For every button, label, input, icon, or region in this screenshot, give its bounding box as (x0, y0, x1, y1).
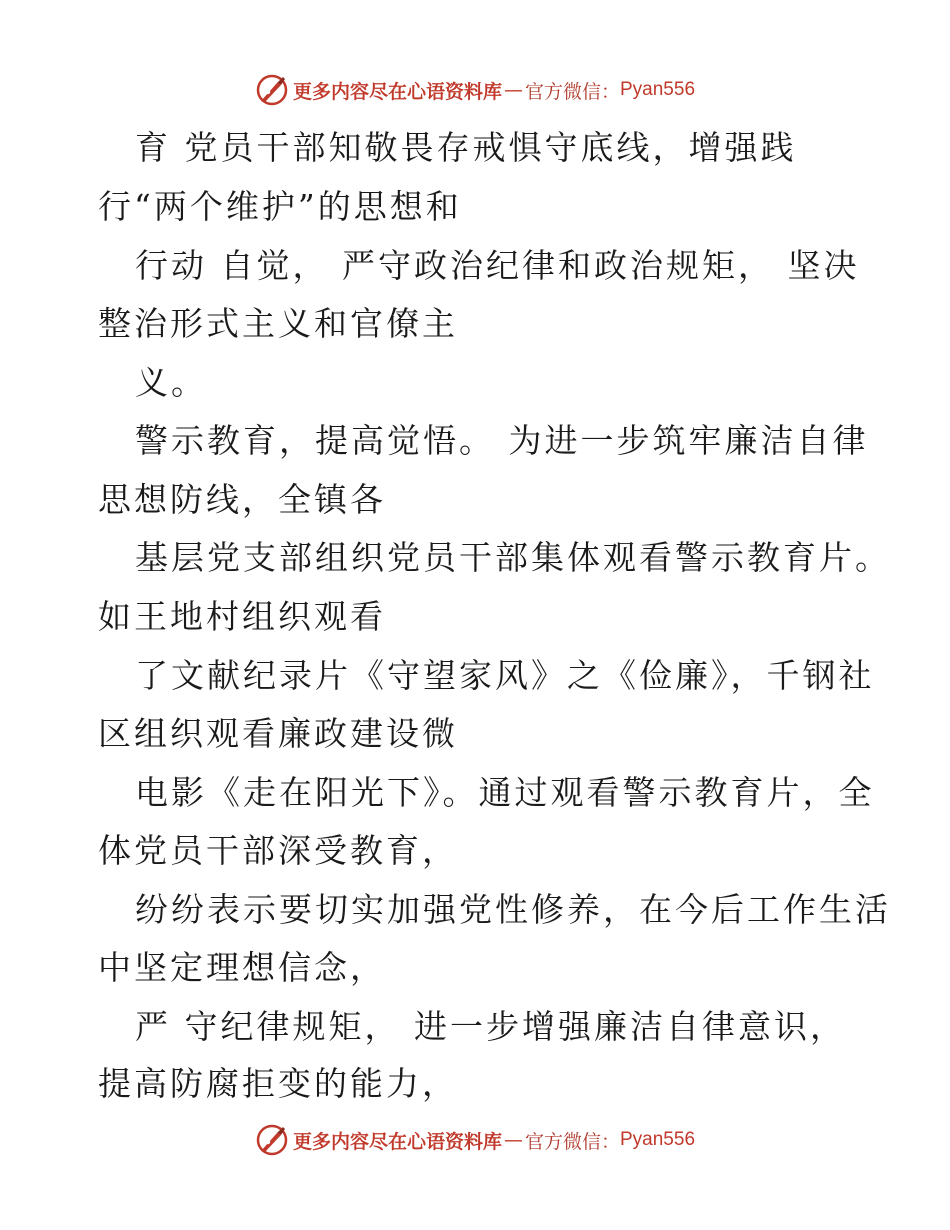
paragraph-line: 育 党员干部知敬畏存戒惧守底线，增强践 (135, 128, 797, 167)
paragraph-line: 电影《走在阳光下》。通过观看警示教育片，全 (135, 773, 875, 812)
paragraph-line: 如王地村组织观看 (98, 597, 386, 636)
banner-site-text: 更多内容尽在心语资料库 (292, 80, 502, 103)
banner-wechat-label: 官方微信： (524, 1130, 620, 1153)
banner-wechat-id: Pyan556 (620, 1129, 696, 1150)
paragraph-line: 警示教育，提高觉悟。 为进一步筑牢廉洁自律 (135, 421, 869, 460)
paragraph-line: 严 守纪律规矩， 进一步增强廉洁自律意识， (135, 1007, 846, 1046)
paragraph-line: 中坚定理想信念， (98, 948, 386, 987)
paragraph-line: 体党员干部深受教育， (98, 831, 458, 870)
paragraph-line: 思想防线，全镇各 (98, 480, 386, 519)
paragraph-line: 了文献纪录片《守望家风》之《俭廉》，千钢社 (135, 656, 875, 695)
paragraph-line: 区组织观看廉政建设微 (98, 714, 458, 753)
paragraph-line: 义。 (135, 363, 207, 402)
quill-pen-logo-icon (255, 1123, 289, 1157)
banner-dash: — (503, 79, 523, 101)
banner-dash: — (503, 1129, 523, 1151)
paragraph-line: 行动 自觉， 严守政治纪律和政治规矩， 坚决 (135, 246, 860, 285)
paragraph-line: 基层党支部组织党员干部集体观看警示教育片。 (135, 538, 891, 577)
paragraph-line: 行“两个维护”的思想和 (98, 187, 462, 226)
footer-banner (0, 1120, 950, 1160)
paragraph-line: 整治形式主义和官僚主 (98, 304, 458, 343)
banner-site-text: 更多内容尽在心语资料库 (292, 1130, 502, 1153)
paragraph-line: 纷纷表示要切实加强党性修养，在今后工作生活 (135, 890, 891, 929)
banner-wechat-label: 官方微信： (524, 80, 620, 103)
banner-wechat-id: Pyan556 (620, 79, 696, 100)
paragraph-line: 提高防腐拒变的能力， (98, 1064, 458, 1103)
